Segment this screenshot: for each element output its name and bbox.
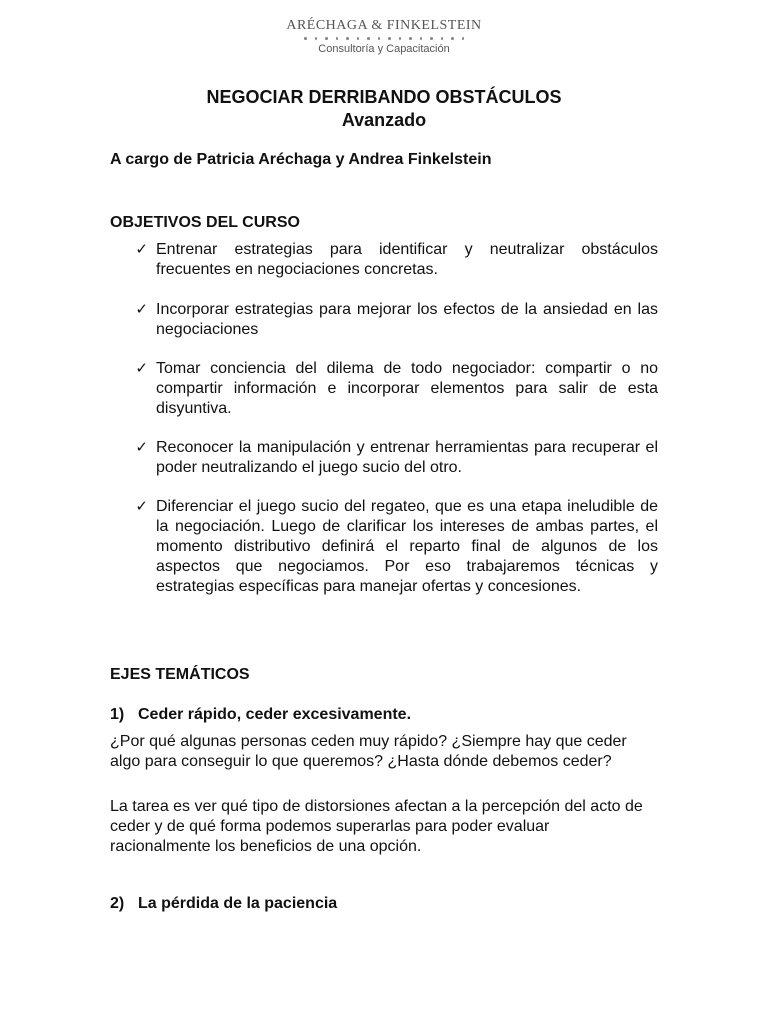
document-title-block xyxy=(0,86,768,132)
logo-dot-divider xyxy=(0,37,768,41)
objective-text: Diferenciar el juego sucio del regateo, que es una etapa ineludible de la negociación. Luego de clarificar los intereses de ambas partes, el momento distributivo definirá el reparto final de algunos de los aspectos que negociamos. Por eso trabajaremos técnicas y estrategias específicas para manejar ofertas y concesiones. xyxy=(156,498,658,595)
document-subtitle: Avanzado xyxy=(341,110,427,130)
objective-item xyxy=(110,438,658,478)
theme-number: 1) xyxy=(110,706,125,723)
theme-title: La pérdida de la paciencia xyxy=(138,895,338,912)
objective-item xyxy=(110,497,658,597)
theme-title: Ceder rápido, ceder excesivamente. xyxy=(138,706,412,723)
theme-paragraph: La tarea es ver qué tipo de distorsiones afectan a la percepción del acto de ceder y de qué forma podemos superarlas para poder evaluar racionalmente los beneficios de una opción. xyxy=(110,798,643,855)
objective-item xyxy=(110,240,658,280)
objectives-list xyxy=(110,240,658,597)
checkmark-icon: ✓ xyxy=(135,439,148,456)
theme-heading xyxy=(110,706,411,724)
checkmark-icon: ✓ xyxy=(135,241,148,258)
objective-item xyxy=(110,300,658,340)
objective-item xyxy=(110,359,658,419)
objective-text: Incorporar estrategias para mejorar los efectos de la ansiedad en las negociaciones xyxy=(156,301,658,338)
logo-title: ARÉCHAGA & FINKELSTEIN xyxy=(286,18,482,33)
checkmark-icon: ✓ xyxy=(135,301,148,318)
theme-paragraph: ¿Por qué algunas personas ceden muy rápido? ¿Siempre hay que ceder algo para conseguir lo que queremos? ¿Hasta dónde debemos ceder? xyxy=(110,733,627,770)
logo-subtitle: Consultoría y Capacitación xyxy=(318,43,450,55)
author-line: A cargo de Patricia Aréchaga y Andrea Finkelstein xyxy=(110,151,492,168)
themes-heading: EJES TEMÁTICOS xyxy=(110,666,250,683)
theme-number: 2) xyxy=(110,895,125,912)
objective-text: Reconocer la manipulación y entrenar herramientas para recuperar el poder neutralizando el juego sucio del otro. xyxy=(156,439,658,476)
objective-text: Entrenar estrategias para identificar y neutralizar obstáculos frecuentes en negociaciones concretas. xyxy=(156,241,658,278)
theme-heading xyxy=(110,895,337,913)
document-title: NEGOCIAR DERRIBANDO OBSTÁCULOS xyxy=(206,87,562,107)
objectives-heading: OBJETIVOS DEL CURSO xyxy=(110,214,300,231)
checkmark-icon: ✓ xyxy=(135,360,148,377)
objective-text: Tomar conciencia del dilema de todo negociador: compartir o no compartir información e incorporar elementos para salir de esta disyuntiva. xyxy=(156,360,658,417)
checkmark-icon: ✓ xyxy=(135,498,148,515)
company-logo xyxy=(0,18,768,56)
